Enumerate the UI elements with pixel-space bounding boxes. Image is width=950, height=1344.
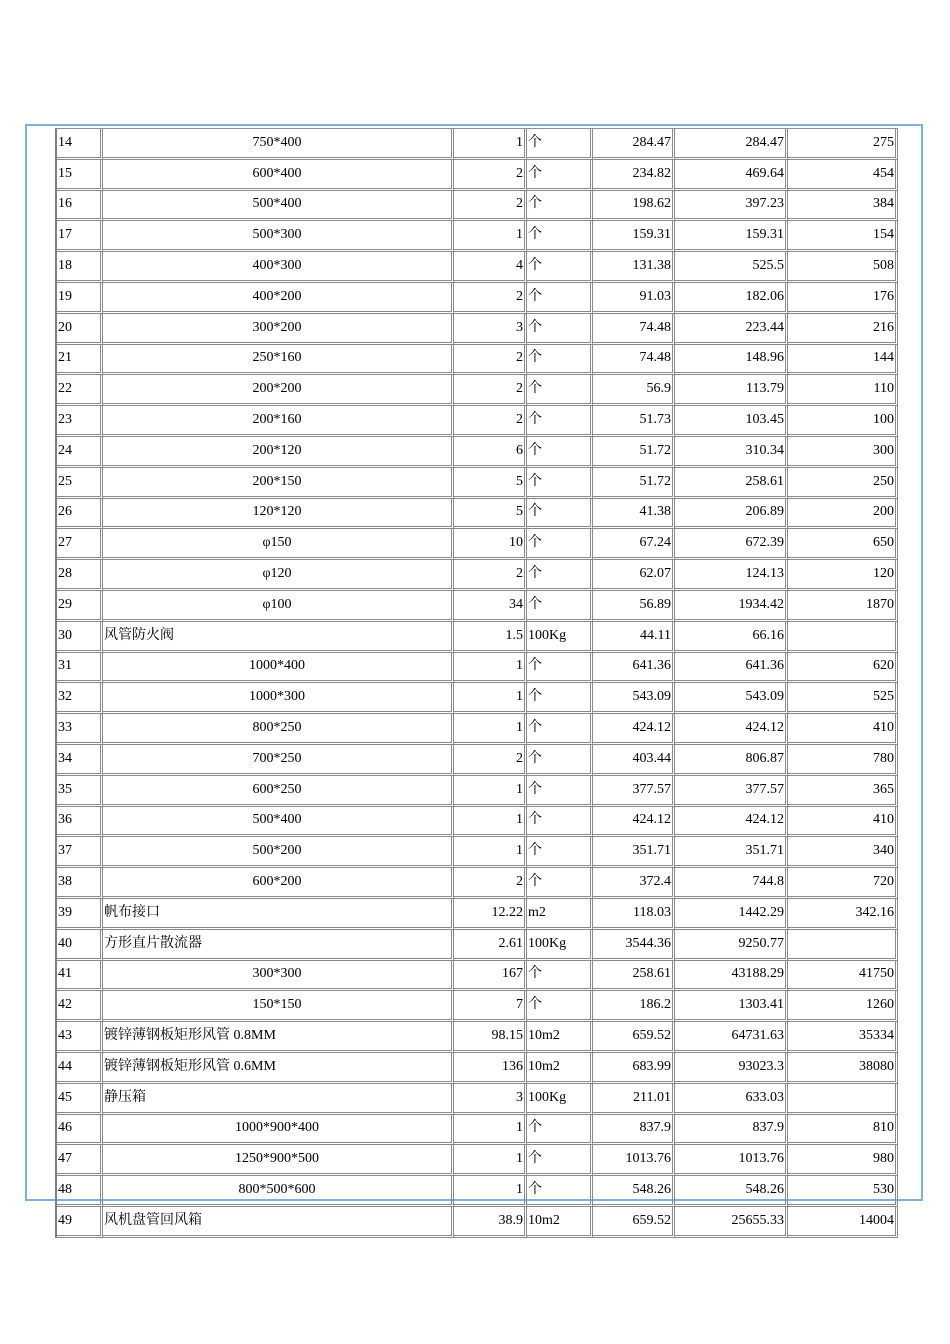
total-price-cell: 182.06 <box>675 283 788 314</box>
quantity-cell: 6 <box>454 437 527 468</box>
quantity-cell: 1 <box>454 683 527 714</box>
total-price-cell: 397.23 <box>675 191 788 222</box>
quantity-cell: 1 <box>454 807 527 838</box>
quantity-cell: 1 <box>454 1115 527 1146</box>
cost-table <box>55 128 898 1238</box>
table-row <box>57 468 898 499</box>
total-price-cell: 424.12 <box>675 714 788 745</box>
row-number-cell: 41 <box>57 961 103 992</box>
total-price-cell: 351.71 <box>675 837 788 868</box>
quantity-cell: 2 <box>454 560 527 591</box>
quantity-cell: 2.61 <box>454 930 527 961</box>
table-row <box>57 837 898 868</box>
quantity-cell: 1 <box>454 714 527 745</box>
row-number-cell: 27 <box>57 529 103 560</box>
quantity-cell: 4 <box>454 252 527 283</box>
total-price-cell: 633.03 <box>675 1084 788 1115</box>
unit-price-cell: 131.38 <box>593 252 675 283</box>
total-price-cell: 25655.33 <box>675 1207 788 1238</box>
unit-price-cell: 372.4 <box>593 868 675 899</box>
unit-price-cell: 56.89 <box>593 591 675 622</box>
extra-amount-cell: 176 <box>788 283 898 314</box>
item-name-cell: 帆布接口 <box>103 899 454 930</box>
item-name-cell: 1000*400 <box>103 653 454 684</box>
unit-price-cell: 51.72 <box>593 437 675 468</box>
unit-cell: 个 <box>527 1115 593 1146</box>
unit-price-cell: 186.2 <box>593 991 675 1022</box>
unit-cell: 100Kg <box>527 1084 593 1115</box>
unit-price-cell: 351.71 <box>593 837 675 868</box>
row-number-cell: 42 <box>57 991 103 1022</box>
quantity-cell: 1 <box>454 776 527 807</box>
extra-amount-cell: 154 <box>788 221 898 252</box>
unit-price-cell: 44.11 <box>593 622 675 653</box>
total-price-cell: 744.8 <box>675 868 788 899</box>
unit-cell: 个 <box>527 221 593 252</box>
item-name-cell: 500*300 <box>103 221 454 252</box>
extra-amount-cell: 620 <box>788 653 898 684</box>
item-name-cell: 300*200 <box>103 314 454 345</box>
unit-cell: 10m2 <box>527 1207 593 1238</box>
row-number-cell: 31 <box>57 653 103 684</box>
total-price-cell: 469.64 <box>675 160 788 191</box>
table-row <box>57 499 898 530</box>
unit-price-cell: 211.01 <box>593 1084 675 1115</box>
item-name-cell: 600*400 <box>103 160 454 191</box>
extra-amount-cell: 780 <box>788 745 898 776</box>
item-name-cell: 800*500*600 <box>103 1176 454 1207</box>
table-row <box>57 807 898 838</box>
unit-price-cell: 91.03 <box>593 283 675 314</box>
extra-amount-cell: 530 <box>788 1176 898 1207</box>
item-name-cell: 400*200 <box>103 283 454 314</box>
table-row <box>57 1115 898 1146</box>
item-name-cell: 750*400 <box>103 129 454 160</box>
total-price-cell: 284.47 <box>675 129 788 160</box>
row-number-cell: 19 <box>57 283 103 314</box>
row-number-cell: 18 <box>57 252 103 283</box>
unit-price-cell: 424.12 <box>593 807 675 838</box>
unit-cell: 个 <box>527 776 593 807</box>
extra-amount-cell: 275 <box>788 129 898 160</box>
table-row <box>57 683 898 714</box>
unit-cell: 个 <box>527 1176 593 1207</box>
table-row <box>57 1176 898 1207</box>
extra-amount-cell: 250 <box>788 468 898 499</box>
unit-cell: 个 <box>527 591 593 622</box>
extra-amount-cell <box>788 622 898 653</box>
quantity-cell: 1 <box>454 221 527 252</box>
total-price-cell: 93023.3 <box>675 1053 788 1084</box>
total-price-cell: 525.5 <box>675 252 788 283</box>
unit-price-cell: 284.47 <box>593 129 675 160</box>
row-number-cell: 25 <box>57 468 103 499</box>
unit-cell: 个 <box>527 191 593 222</box>
unit-price-cell: 377.57 <box>593 776 675 807</box>
unit-cell: 个 <box>527 437 593 468</box>
total-price-cell: 310.34 <box>675 437 788 468</box>
table-row <box>57 314 898 345</box>
unit-price-cell: 74.48 <box>593 314 675 345</box>
row-number-cell: 23 <box>57 406 103 437</box>
item-name-cell: 1250*900*500 <box>103 1145 454 1176</box>
total-price-cell: 1442.29 <box>675 899 788 930</box>
total-price-cell: 641.36 <box>675 653 788 684</box>
unit-cell: 个 <box>527 252 593 283</box>
unit-price-cell: 51.73 <box>593 406 675 437</box>
total-price-cell: 258.61 <box>675 468 788 499</box>
unit-cell: 个 <box>527 807 593 838</box>
quantity-cell: 3 <box>454 1084 527 1115</box>
extra-amount-cell: 384 <box>788 191 898 222</box>
quantity-cell: 10 <box>454 529 527 560</box>
row-number-cell: 44 <box>57 1053 103 1084</box>
total-price-cell: 103.45 <box>675 406 788 437</box>
unit-price-cell: 683.99 <box>593 1053 675 1084</box>
unit-price-cell: 62.07 <box>593 560 675 591</box>
item-name-cell: 1000*900*400 <box>103 1115 454 1146</box>
row-number-cell: 14 <box>57 129 103 160</box>
total-price-cell: 837.9 <box>675 1115 788 1146</box>
unit-price-cell: 118.03 <box>593 899 675 930</box>
item-name-cell: 500*400 <box>103 807 454 838</box>
unit-price-cell: 424.12 <box>593 714 675 745</box>
row-number-cell: 26 <box>57 499 103 530</box>
total-price-cell: 543.09 <box>675 683 788 714</box>
total-price-cell: 148.96 <box>675 345 788 376</box>
row-number-cell: 21 <box>57 345 103 376</box>
row-number-cell: 24 <box>57 437 103 468</box>
table-row <box>57 899 898 930</box>
table-row <box>57 591 898 622</box>
item-name-cell: φ120 <box>103 560 454 591</box>
table-row <box>57 930 898 961</box>
table-row <box>57 129 898 160</box>
table-row <box>57 653 898 684</box>
extra-amount-cell: 525 <box>788 683 898 714</box>
row-number-cell: 29 <box>57 591 103 622</box>
extra-amount-cell: 144 <box>788 345 898 376</box>
item-name-cell: 300*300 <box>103 961 454 992</box>
item-name-cell: 1000*300 <box>103 683 454 714</box>
unit-price-cell: 837.9 <box>593 1115 675 1146</box>
extra-amount-cell: 980 <box>788 1145 898 1176</box>
unit-price-cell: 56.9 <box>593 375 675 406</box>
table-row <box>57 437 898 468</box>
extra-amount-cell: 1260 <box>788 991 898 1022</box>
unit-cell: 个 <box>527 560 593 591</box>
item-name-cell: 200*150 <box>103 468 454 499</box>
item-name-cell: 120*120 <box>103 499 454 530</box>
unit-cell: 个 <box>527 499 593 530</box>
row-number-cell: 28 <box>57 560 103 591</box>
extra-amount-cell <box>788 1084 898 1115</box>
quantity-cell: 12.22 <box>454 899 527 930</box>
unit-price-cell: 548.26 <box>593 1176 675 1207</box>
table-row <box>57 560 898 591</box>
row-number-cell: 47 <box>57 1145 103 1176</box>
extra-amount-cell: 410 <box>788 807 898 838</box>
item-name-cell: 镀锌薄钢板矩形风管 0.6MM <box>103 1053 454 1084</box>
row-number-cell: 34 <box>57 745 103 776</box>
total-price-cell: 66.16 <box>675 622 788 653</box>
extra-amount-cell: 342.16 <box>788 899 898 930</box>
item-name-cell: φ150 <box>103 529 454 560</box>
table-row <box>57 961 898 992</box>
item-name-cell: φ100 <box>103 591 454 622</box>
quantity-cell: 1 <box>454 653 527 684</box>
row-number-cell: 37 <box>57 837 103 868</box>
extra-amount-cell: 454 <box>788 160 898 191</box>
row-number-cell: 45 <box>57 1084 103 1115</box>
unit-cell: 个 <box>527 283 593 314</box>
quantity-cell: 167 <box>454 961 527 992</box>
item-name-cell: 200*160 <box>103 406 454 437</box>
row-number-cell: 40 <box>57 930 103 961</box>
table-row <box>57 1053 898 1084</box>
unit-price-cell: 41.38 <box>593 499 675 530</box>
table-row <box>57 776 898 807</box>
item-name-cell: 500*400 <box>103 191 454 222</box>
row-number-cell: 39 <box>57 899 103 930</box>
unit-cell: 100Kg <box>527 930 593 961</box>
row-number-cell: 36 <box>57 807 103 838</box>
unit-cell: 个 <box>527 683 593 714</box>
total-price-cell: 9250.77 <box>675 930 788 961</box>
row-number-cell: 35 <box>57 776 103 807</box>
quantity-cell: 1 <box>454 1176 527 1207</box>
table-body <box>57 129 898 1238</box>
unit-cell: 个 <box>527 406 593 437</box>
table-row <box>57 1084 898 1115</box>
unit-cell: 个 <box>527 868 593 899</box>
quantity-cell: 1 <box>454 837 527 868</box>
row-number-cell: 22 <box>57 375 103 406</box>
extra-amount-cell: 216 <box>788 314 898 345</box>
extra-amount-cell: 720 <box>788 868 898 899</box>
table-row <box>57 283 898 314</box>
table-row <box>57 191 898 222</box>
quantity-cell: 38.9 <box>454 1207 527 1238</box>
total-price-cell: 223.44 <box>675 314 788 345</box>
quantity-cell: 3 <box>454 314 527 345</box>
total-price-cell: 1303.41 <box>675 991 788 1022</box>
item-name-cell: 600*250 <box>103 776 454 807</box>
item-name-cell: 600*200 <box>103 868 454 899</box>
unit-price-cell: 543.09 <box>593 683 675 714</box>
quantity-cell: 2 <box>454 375 527 406</box>
extra-amount-cell: 365 <box>788 776 898 807</box>
quantity-cell: 2 <box>454 745 527 776</box>
table-row <box>57 714 898 745</box>
item-name-cell: 500*200 <box>103 837 454 868</box>
quantity-cell: 2 <box>454 345 527 376</box>
table-row <box>57 252 898 283</box>
row-number-cell: 33 <box>57 714 103 745</box>
total-price-cell: 806.87 <box>675 745 788 776</box>
total-price-cell: 206.89 <box>675 499 788 530</box>
row-number-cell: 38 <box>57 868 103 899</box>
item-name-cell: 镀锌薄钢板矩形风管 0.8MM <box>103 1022 454 1053</box>
extra-amount-cell: 41750 <box>788 961 898 992</box>
extra-amount-cell: 508 <box>788 252 898 283</box>
unit-cell: m2 <box>527 899 593 930</box>
extra-amount-cell: 810 <box>788 1115 898 1146</box>
quantity-cell: 2 <box>454 406 527 437</box>
table-row <box>57 221 898 252</box>
extra-amount-cell: 38080 <box>788 1053 898 1084</box>
table-row <box>57 745 898 776</box>
table-row <box>57 622 898 653</box>
unit-price-cell: 641.36 <box>593 653 675 684</box>
unit-price-cell: 3544.36 <box>593 930 675 961</box>
total-price-cell: 64731.63 <box>675 1022 788 1053</box>
unit-price-cell: 234.82 <box>593 160 675 191</box>
quantity-cell: 5 <box>454 468 527 499</box>
total-price-cell: 548.26 <box>675 1176 788 1207</box>
quantity-cell: 7 <box>454 991 527 1022</box>
item-name-cell: 400*300 <box>103 252 454 283</box>
row-number-cell: 20 <box>57 314 103 345</box>
unit-price-cell: 659.52 <box>593 1022 675 1053</box>
unit-price-cell: 74.48 <box>593 345 675 376</box>
quantity-cell: 5 <box>454 499 527 530</box>
total-price-cell: 159.31 <box>675 221 788 252</box>
table-row <box>57 406 898 437</box>
unit-cell: 个 <box>527 714 593 745</box>
unit-price-cell: 1013.76 <box>593 1145 675 1176</box>
unit-price-cell: 198.62 <box>593 191 675 222</box>
unit-price-cell: 659.52 <box>593 1207 675 1238</box>
total-price-cell: 1013.76 <box>675 1145 788 1176</box>
quantity-cell: 136 <box>454 1053 527 1084</box>
extra-amount-cell: 1870 <box>788 591 898 622</box>
table-row <box>57 1022 898 1053</box>
table-row <box>57 1145 898 1176</box>
item-name-cell: 方形直片散流器 <box>103 930 454 961</box>
quantity-cell: 98.15 <box>454 1022 527 1053</box>
item-name-cell: 800*250 <box>103 714 454 745</box>
item-name-cell: 风管防火阀 <box>103 622 454 653</box>
extra-amount-cell: 200 <box>788 499 898 530</box>
quantity-cell: 1 <box>454 129 527 160</box>
unit-cell: 个 <box>527 745 593 776</box>
extra-amount-cell: 110 <box>788 375 898 406</box>
total-price-cell: 377.57 <box>675 776 788 807</box>
unit-cell: 个 <box>527 653 593 684</box>
item-name-cell: 200*200 <box>103 375 454 406</box>
quantity-cell: 1 <box>454 1145 527 1176</box>
extra-amount-cell: 410 <box>788 714 898 745</box>
unit-cell: 个 <box>527 314 593 345</box>
unit-cell: 个 <box>527 468 593 499</box>
quantity-cell: 1.5 <box>454 622 527 653</box>
table-row <box>57 991 898 1022</box>
extra-amount-cell <box>788 930 898 961</box>
extra-amount-cell: 100 <box>788 406 898 437</box>
table-row <box>57 868 898 899</box>
unit-price-cell: 67.24 <box>593 529 675 560</box>
unit-cell: 个 <box>527 345 593 376</box>
item-name-cell: 静压箱 <box>103 1084 454 1115</box>
unit-cell: 个 <box>527 529 593 560</box>
row-number-cell: 49 <box>57 1207 103 1238</box>
extra-amount-cell: 650 <box>788 529 898 560</box>
table-row <box>57 160 898 191</box>
table-row <box>57 1207 898 1238</box>
unit-cell: 10m2 <box>527 1022 593 1053</box>
total-price-cell: 424.12 <box>675 807 788 838</box>
unit-cell: 个 <box>527 160 593 191</box>
table-row <box>57 375 898 406</box>
unit-cell: 个 <box>527 129 593 160</box>
row-number-cell: 43 <box>57 1022 103 1053</box>
unit-cell: 个 <box>527 837 593 868</box>
row-number-cell: 46 <box>57 1115 103 1146</box>
unit-price-cell: 159.31 <box>593 221 675 252</box>
row-number-cell: 15 <box>57 160 103 191</box>
unit-cell: 个 <box>527 1145 593 1176</box>
unit-cell: 个 <box>527 375 593 406</box>
unit-cell: 个 <box>527 961 593 992</box>
quantity-cell: 34 <box>454 591 527 622</box>
unit-cell: 100Kg <box>527 622 593 653</box>
item-name-cell: 250*160 <box>103 345 454 376</box>
table-row <box>57 345 898 376</box>
total-price-cell: 672.39 <box>675 529 788 560</box>
quantity-cell: 2 <box>454 191 527 222</box>
unit-cell: 10m2 <box>527 1053 593 1084</box>
quantity-cell: 2 <box>454 160 527 191</box>
unit-price-cell: 403.44 <box>593 745 675 776</box>
total-price-cell: 43188.29 <box>675 961 788 992</box>
table-row <box>57 529 898 560</box>
row-number-cell: 48 <box>57 1176 103 1207</box>
row-number-cell: 17 <box>57 221 103 252</box>
total-price-cell: 124.13 <box>675 560 788 591</box>
item-name-cell: 200*120 <box>103 437 454 468</box>
total-price-cell: 1934.42 <box>675 591 788 622</box>
quantity-cell: 2 <box>454 283 527 314</box>
total-price-cell: 113.79 <box>675 375 788 406</box>
unit-price-cell: 258.61 <box>593 961 675 992</box>
quantity-cell: 2 <box>454 868 527 899</box>
unit-price-cell: 51.72 <box>593 468 675 499</box>
unit-cell: 个 <box>527 991 593 1022</box>
row-number-cell: 32 <box>57 683 103 714</box>
extra-amount-cell: 35334 <box>788 1022 898 1053</box>
row-number-cell: 30 <box>57 622 103 653</box>
extra-amount-cell: 14004 <box>788 1207 898 1238</box>
item-name-cell: 风机盘管回风箱 <box>103 1207 454 1238</box>
item-name-cell: 700*250 <box>103 745 454 776</box>
extra-amount-cell: 340 <box>788 837 898 868</box>
extra-amount-cell: 300 <box>788 437 898 468</box>
item-name-cell: 150*150 <box>103 991 454 1022</box>
row-number-cell: 16 <box>57 191 103 222</box>
extra-amount-cell: 120 <box>788 560 898 591</box>
